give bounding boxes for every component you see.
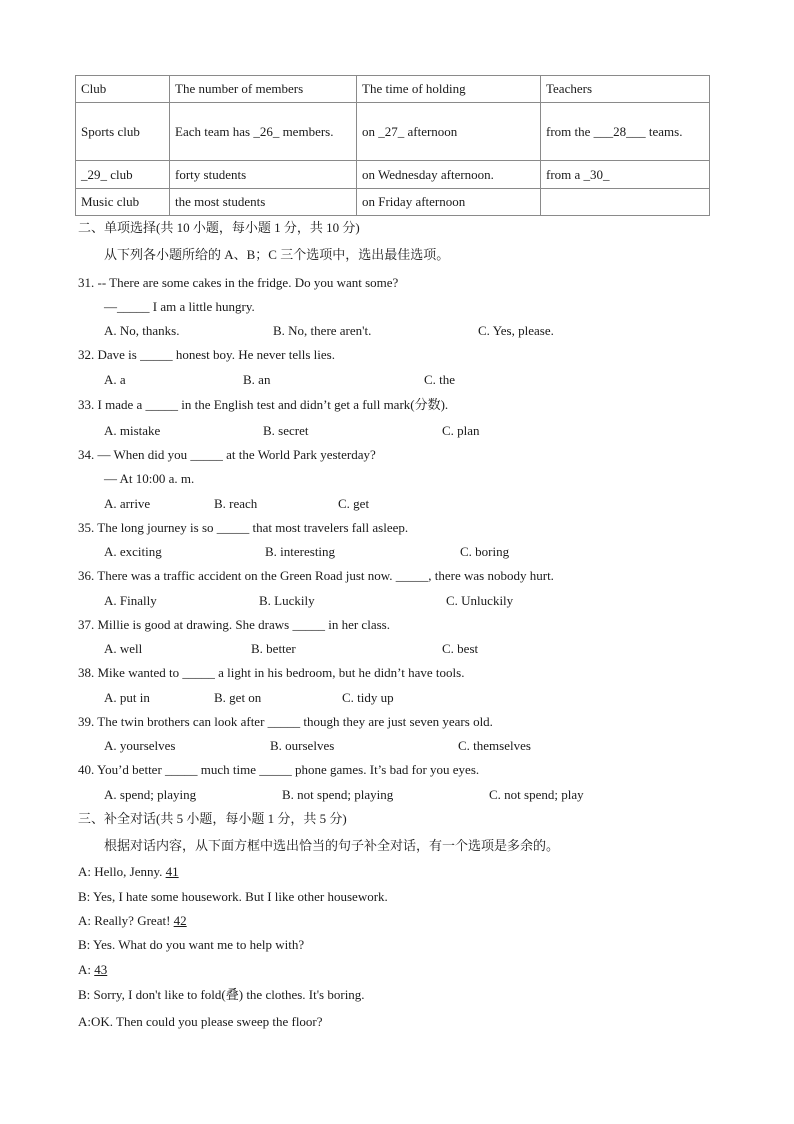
option-a: A. well bbox=[104, 641, 143, 656]
option-a: A. a bbox=[104, 372, 126, 387]
table-cell: from a _30_ bbox=[541, 161, 710, 189]
option-c: C. get bbox=[338, 496, 370, 511]
table-header-cell: Club bbox=[76, 76, 170, 103]
dialogue-text: A: Really? Great! bbox=[78, 913, 174, 928]
option-a: A. exciting bbox=[104, 544, 162, 559]
table-row bbox=[76, 161, 710, 189]
question-stem: 37. Millie is good at drawing. She draws _____ in her class. bbox=[78, 617, 390, 632]
option-c: C. Unluckily bbox=[446, 593, 514, 608]
table-cell: from the ___28___ teams. bbox=[541, 103, 710, 161]
dialogue-line bbox=[78, 889, 388, 905]
question-stem: 34. — When did you _____ at the World Park yesterday? bbox=[78, 447, 376, 462]
question-stem: 31. -- There are some cakes in the fridge. Do you want some? bbox=[78, 275, 399, 290]
dialogue-text: B: Yes, I hate some housework. But I like other housework. bbox=[78, 889, 388, 904]
option-c: C. not spend; play bbox=[489, 787, 584, 802]
table-cell: the most students bbox=[170, 189, 357, 216]
dialogue-line bbox=[78, 937, 304, 953]
dialogue-text: B: Sorry, I don't like to fold(叠) the clothes. It's boring. bbox=[78, 987, 365, 1002]
option-a: A. spend; playing bbox=[104, 787, 197, 802]
question-stem: 35. The long journey is so _____ that most travelers fall asleep. bbox=[78, 520, 409, 535]
section3-heading: 三、补全对话(共 5 小题，每小题 1 分，共 5 分) bbox=[78, 811, 347, 826]
table-header-cell: The number of members bbox=[170, 76, 357, 103]
question-stem: 36. There was a traffic accident on the Green Road just now. _____, there was nobody hurt. bbox=[78, 568, 554, 583]
clubs-table bbox=[75, 75, 710, 216]
table-cell: Music club bbox=[76, 189, 170, 216]
option-b: B. get on bbox=[214, 690, 262, 705]
table-row bbox=[76, 189, 710, 216]
option-a: A. yourselves bbox=[104, 738, 176, 753]
option-b: B. ourselves bbox=[270, 738, 335, 753]
option-a: A. mistake bbox=[104, 423, 161, 438]
dialogue-text: A:OK. Then could you please sweep the floor? bbox=[78, 1014, 323, 1029]
dialogue-line bbox=[78, 962, 107, 978]
table-row bbox=[76, 103, 710, 161]
dialogue-text: B: Yes. What do you want me to help with? bbox=[78, 937, 305, 952]
option-b: B. interesting bbox=[265, 544, 336, 559]
table-cell bbox=[541, 189, 710, 216]
option-b: B. not spend; playing bbox=[282, 787, 394, 802]
table-cell: _29_ club bbox=[76, 161, 170, 189]
section3-instruction: 根据对话内容，从下面方框中选出恰当的句子补全对话，有一个选项是多余的。 bbox=[104, 838, 560, 853]
dialogue-text: A: bbox=[78, 962, 95, 977]
option-c: C. boring bbox=[460, 544, 510, 559]
answer-blank: 42 bbox=[173, 913, 187, 928]
table-cell: on _27_ afternoon bbox=[357, 103, 541, 161]
table-cell: on Wednesday afternoon. bbox=[357, 161, 541, 189]
option-b: B. No, there aren't. bbox=[273, 323, 372, 338]
option-b: B. reach bbox=[214, 496, 258, 511]
section2-heading: 二、单项选择(共 10 小题，每小题 1 分，共 10 分) bbox=[78, 220, 360, 235]
option-b: B. secret bbox=[263, 423, 309, 438]
option-a: A. put in bbox=[104, 690, 150, 705]
dialogue-text: A: Hello, Jenny. bbox=[78, 864, 166, 879]
option-a: A. Finally bbox=[104, 593, 157, 608]
question-stem: 40. You’d better _____ much time _____ phone games. It’s bad for you eyes. bbox=[78, 762, 480, 777]
option-c: C. plan bbox=[442, 423, 480, 438]
table-header-cell: Teachers bbox=[541, 76, 710, 103]
dialogue-line bbox=[78, 1014, 323, 1030]
answer-blank: 41 bbox=[165, 864, 179, 879]
question-response-line: — At 10:00 a. m. bbox=[104, 471, 195, 486]
question-stem: 39. The twin brothers can look after _____ though they are just seven years old. bbox=[78, 714, 493, 729]
dialogue-line bbox=[78, 913, 187, 929]
question-stem: 33. I made a _____ in the English test and didn’t get a full mark(分数). bbox=[78, 397, 449, 412]
option-a: A. No, thanks. bbox=[104, 323, 180, 338]
answer-blank: 43 bbox=[94, 962, 108, 977]
dialogue-line bbox=[78, 987, 365, 1003]
table-cell: Each team has _26_ members. bbox=[170, 103, 357, 161]
option-b: B. Luckily bbox=[259, 593, 315, 608]
option-c: C. the bbox=[424, 372, 456, 387]
option-b: B. better bbox=[251, 641, 296, 656]
option-c: C. best bbox=[442, 641, 479, 656]
question-response-line: —_____ I am a little hungry. bbox=[104, 299, 255, 314]
option-a: A. arrive bbox=[104, 496, 151, 511]
question-stem: 32. Dave is _____ honest boy. He never tells lies. bbox=[78, 347, 335, 362]
section2-instruction: 从下列各小题所给的 A、B；C 三个选项中，选出最佳选项。 bbox=[104, 247, 450, 262]
table-cell: forty students bbox=[170, 161, 357, 189]
table-header-cell: The time of holding bbox=[357, 76, 541, 103]
question-stem: 38. Mike wanted to _____ a light in his bedroom, but he didn’t have tools. bbox=[78, 665, 465, 680]
table-cell: on Friday afternoon bbox=[357, 189, 541, 216]
table-header-row bbox=[76, 76, 710, 103]
dialogue-line bbox=[78, 864, 179, 880]
option-c: C. themselves bbox=[458, 738, 531, 753]
option-c: C. Yes, please. bbox=[478, 323, 554, 338]
option-b: B. an bbox=[243, 372, 271, 387]
option-c: C. tidy up bbox=[342, 690, 394, 705]
table-cell: Sports club bbox=[76, 103, 170, 161]
